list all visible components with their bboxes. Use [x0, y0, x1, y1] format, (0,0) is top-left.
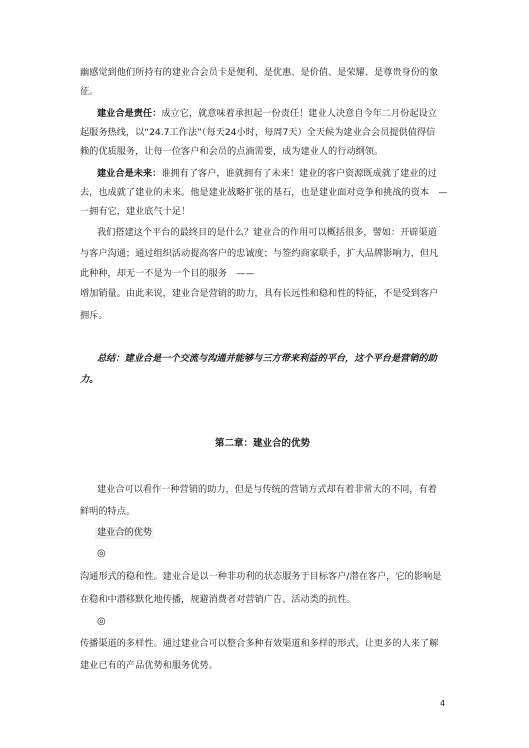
- paragraph-line: 征。: [80, 86, 99, 97]
- paragraph-line: 建业合可以看作一种营销的助力，但是与传统的营销方式却有着非常大的不同，有着: [97, 484, 437, 495]
- paragraph-line: 赖的优质服务，让每一位客户和会员的点滴需要，成为建业人的行动纲领。: [80, 146, 384, 157]
- paragraph-line: 沟通形式的稳和性。建业合是以一种非功利的状态服务于目标客户/潜在客户，它的影响是: [80, 571, 442, 582]
- bullet-icon: ◎: [97, 616, 106, 627]
- paragraph-text: 谁拥有了客户，谁就拥有了未来！建业的客户资源既成就了建业的过: [161, 168, 437, 179]
- paragraph-line: [97, 108, 437, 120]
- paragraph-line: 此种种，却无一不是为一个目的服务 ——: [80, 268, 255, 279]
- paragraph-line: 一拥有它，建业底气十足！: [80, 206, 191, 217]
- paragraph-line: [97, 168, 437, 180]
- paragraph-line: 我们搭建这个平台的最终目的是什么？建业合的作用可以概括很多，譬如：开辟渠道: [97, 227, 437, 238]
- paragraph-line: 幽感觉到他们所持有的建业合会员卡是便利、是优惠、是价值、是荣耀、是尊贵身份的象: [80, 67, 439, 78]
- paragraph-line: 建业已有的产品优势和服务优势。: [80, 660, 218, 671]
- paragraph-line: 与客户沟通；通过组织活动提高客户的忠诚度；与签约商家联手，扩大品牌影响力，但凡: [80, 248, 439, 259]
- advantages-label: 建业合的优势: [97, 527, 153, 538]
- paragraph-line: 起服务热线，以“24.7工作法”（每天24小时，每周7天）全天候为建业合会员提供值得信: [80, 127, 436, 138]
- paragraph-line: 拥斥。: [80, 310, 108, 321]
- page-number: 4: [440, 699, 446, 708]
- summary-line: 力。: [80, 374, 99, 385]
- paragraph-line: 去，也成就了建业的未来。他是建业战略扩张的基石，也是建业面对竞争和挑战的资本 —: [80, 187, 448, 198]
- chapter-title: 第二章：建业合的优势: [215, 438, 311, 449]
- paragraph-line: 传播渠道的多样性。通过建业合可以整合多种有效渠道和多样的形式，让更多的人来了解: [80, 638, 439, 649]
- paragraph-line: 鲜明的特点。: [80, 506, 136, 517]
- bullet-icon: ◎: [97, 548, 106, 559]
- paragraph-line: 增加销量。由此来说，建业合是营销的助力，具有长远性和稳和性的特征，不是受到客户: [80, 288, 439, 299]
- paragraph-text: 成立它，就意味着承担起一份责任！建业人决意自今年二月份起设立: [161, 108, 437, 119]
- section-label: 建业合是未来：: [97, 168, 162, 179]
- summary-line: 总结：建业合是一个交流与沟通并能够与三方带来利益的平台，这个平台是营销的助: [97, 353, 437, 364]
- section-label: 建业合是责任：: [97, 108, 162, 119]
- paragraph-line: 在稳和中潜移默化地传播，规避消费者对营销广告、活动类的抗性。: [80, 594, 356, 605]
